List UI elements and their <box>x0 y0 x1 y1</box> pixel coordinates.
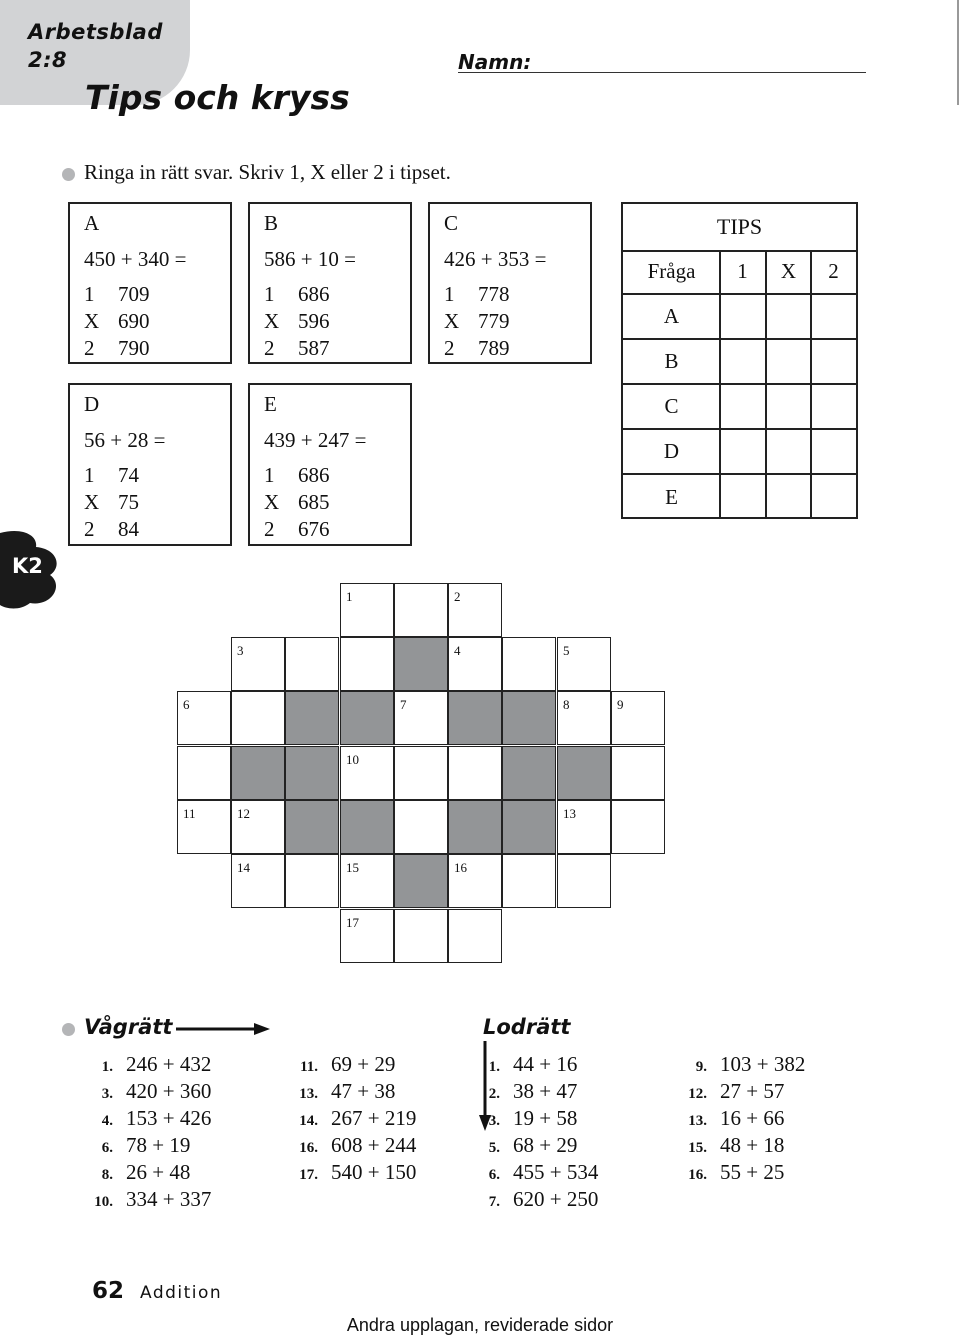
clue-text: 26 + 48 <box>126 1160 191 1184</box>
clue-text: 540 + 150 <box>331 1160 417 1184</box>
crossword-cell-blocked <box>502 800 556 854</box>
option-key-1: 1 <box>264 463 275 487</box>
tips-row-label: D <box>663 439 680 463</box>
crossword-cell-blocked <box>285 800 339 854</box>
crossword-cell-blocked <box>502 691 556 745</box>
crossword-number: 11 <box>183 806 196 821</box>
clue-number: 1. <box>101 1059 113 1075</box>
clue-text: 27 + 57 <box>720 1079 785 1103</box>
crossword-cell-blocked <box>340 800 394 854</box>
clue-across <box>85 1078 211 1108</box>
clue-down <box>472 1159 598 1189</box>
crossword-number: 12 <box>237 806 250 821</box>
clue-down <box>679 1078 784 1108</box>
option-key-2: 2 <box>84 336 95 360</box>
crossword-cell-blocked <box>285 691 339 745</box>
crossword-cell-blocked <box>340 691 394 745</box>
crossword-number: 15 <box>346 860 359 875</box>
clue-number: 7. <box>488 1194 500 1210</box>
option-key-2: 2 <box>84 517 95 541</box>
question-expression: 450 + 340 = <box>84 247 187 271</box>
clue-text: 44 + 16 <box>513 1052 578 1076</box>
option-1[interactable]: 74 <box>118 463 139 487</box>
crossword-cell-blocked <box>448 800 502 854</box>
crossword-number: 10 <box>346 752 359 767</box>
option-key-2: 2 <box>264 336 275 360</box>
crossword-cell[interactable] <box>394 909 448 963</box>
option-2[interactable]: 587 <box>298 336 330 360</box>
clue-text: 47 + 38 <box>331 1079 396 1103</box>
question-letter: C <box>444 211 459 235</box>
option-key-1: 1 <box>444 282 455 306</box>
clue-text: 246 + 432 <box>126 1052 212 1076</box>
option-key-x: X <box>444 309 460 333</box>
instruction-text: Ringa in rätt svar. Skriv 1, X eller 2 i tipset. <box>84 160 451 184</box>
clue-number: 12. <box>688 1086 707 1102</box>
clue-text: 55 + 25 <box>720 1160 785 1184</box>
crossword-cell[interactable] <box>448 909 502 963</box>
crossword-cell[interactable] <box>611 746 665 800</box>
clue-number: 9. <box>695 1059 707 1075</box>
crossword-cell[interactable] <box>502 854 556 908</box>
clue-number: 15. <box>688 1140 707 1156</box>
clue-text: 267 + 219 <box>331 1106 417 1130</box>
clue-text: 69 + 29 <box>331 1052 396 1076</box>
arrow-right-icon <box>176 1021 270 1037</box>
crossword-number: 4 <box>454 643 461 658</box>
crossword-cell-blocked <box>502 746 556 800</box>
clue-text: 48 + 18 <box>720 1133 785 1157</box>
crossword-cell[interactable] <box>502 637 556 691</box>
crossword-number: 3 <box>237 643 244 658</box>
clue-text: 455 + 534 <box>513 1160 599 1184</box>
clue-across <box>85 1159 190 1189</box>
clue-number: 6. <box>488 1167 500 1183</box>
crossword-number: 6 <box>183 697 190 712</box>
clue-down <box>472 1186 598 1216</box>
question-expression: 586 + 10 = <box>264 247 356 271</box>
option-key-x: X <box>84 309 100 333</box>
section-name: Addition <box>140 1283 223 1303</box>
clue-across <box>290 1132 416 1162</box>
tips-col-x: X <box>780 259 797 283</box>
crossword-number: 1 <box>346 589 353 604</box>
question-letter: B <box>264 211 279 235</box>
option-x[interactable]: 779 <box>478 309 510 333</box>
clue-number: 1. <box>488 1059 500 1075</box>
clue-number: 16. <box>688 1167 707 1183</box>
clue-text: 153 + 426 <box>126 1106 212 1130</box>
question-letter: A <box>84 211 100 235</box>
option-key-1: 1 <box>84 463 95 487</box>
clue-number: 6. <box>101 1140 113 1156</box>
clue-text: 103 + 382 <box>720 1052 806 1076</box>
tips-row-label: E <box>665 485 678 509</box>
clue-text: 608 + 244 <box>331 1133 417 1157</box>
clue-across <box>290 1078 395 1108</box>
tips-col-2: 2 <box>828 259 839 283</box>
clue-number: 5. <box>488 1140 500 1156</box>
crossword-number: 8 <box>563 697 570 712</box>
clue-down <box>679 1159 784 1189</box>
clue-number: 3. <box>488 1113 500 1129</box>
question-expression: 56 + 28 = <box>84 428 166 452</box>
crossword-number: 13 <box>563 806 576 821</box>
option-1[interactable]: 686 <box>298 282 330 306</box>
clue-down <box>472 1051 577 1081</box>
tips-title: TIPS <box>623 204 856 252</box>
option-key-x: X <box>264 490 280 514</box>
option-1[interactable]: 709 <box>118 282 150 306</box>
tips-col-question: Fråga <box>647 259 696 283</box>
clue-down <box>472 1132 577 1162</box>
clue-number: 13. <box>688 1113 707 1129</box>
worksheet-number: 2:8 <box>28 48 68 72</box>
clue-text: 620 + 250 <box>513 1187 599 1211</box>
crossword-cell[interactable] <box>394 800 448 854</box>
crossword-cell[interactable] <box>285 637 339 691</box>
clue-across <box>85 1105 211 1135</box>
crossword-cell[interactable] <box>394 583 448 637</box>
option-key-x: X <box>84 490 100 514</box>
clue-number: 2. <box>488 1086 500 1102</box>
option-key-1: 1 <box>264 282 275 306</box>
clue-down <box>679 1105 784 1135</box>
option-2[interactable]: 790 <box>118 336 150 360</box>
clue-text: 78 + 19 <box>126 1133 191 1157</box>
crossword-number: 16 <box>454 860 467 875</box>
clue-number: 3. <box>101 1086 113 1102</box>
clue-down <box>472 1105 577 1135</box>
clue-number: 11. <box>300 1059 318 1075</box>
down-title: Lodrätt <box>483 1015 571 1039</box>
question-expression: 426 + 353 = <box>444 247 547 271</box>
crossword-number: 17 <box>346 915 359 930</box>
option-key-x: X <box>264 309 280 333</box>
clue-across <box>85 1051 211 1081</box>
page-number: 62 <box>92 1278 125 1304</box>
crossword-cell[interactable] <box>177 746 231 800</box>
option-x[interactable]: 690 <box>118 309 150 333</box>
option-2[interactable]: 84 <box>118 517 139 541</box>
crossword-cell[interactable] <box>340 637 394 691</box>
crossword-cell-blocked <box>448 691 502 745</box>
tips-col-1: 1 <box>737 259 748 283</box>
clue-across <box>290 1051 395 1081</box>
option-2[interactable]: 676 <box>298 517 330 541</box>
clue-number: 13. <box>299 1086 318 1102</box>
crossword-cell-blocked <box>557 746 611 800</box>
option-1[interactable]: 686 <box>298 463 330 487</box>
clue-text: 19 + 58 <box>513 1106 578 1130</box>
crossword-cell[interactable] <box>557 854 611 908</box>
clue-down <box>679 1132 784 1162</box>
name-label: Namn: <box>458 50 532 74</box>
clue-across <box>85 1186 211 1216</box>
option-2[interactable]: 789 <box>478 336 510 360</box>
clue-text: 334 + 337 <box>126 1187 212 1211</box>
across-title: Vågrätt <box>84 1015 173 1039</box>
bullet-icon <box>62 1023 75 1036</box>
crossword-number: 5 <box>563 643 570 658</box>
crossword-number: 14 <box>237 860 250 875</box>
clue-text: 38 + 47 <box>513 1079 578 1103</box>
question-letter: E <box>264 392 277 416</box>
crossword-cell[interactable] <box>448 746 502 800</box>
clue-number: 4. <box>101 1113 113 1129</box>
tips-row-label: A <box>663 304 680 328</box>
crossword-number: 9 <box>617 697 624 712</box>
option-key-2: 2 <box>264 517 275 541</box>
clue-down <box>472 1078 577 1108</box>
tips-row-label: C <box>664 394 679 418</box>
clue-across <box>290 1105 416 1135</box>
crossword-cell-blocked <box>231 746 285 800</box>
crossword-number: 7 <box>400 697 407 712</box>
clue-number: 10. <box>94 1194 113 1210</box>
clue-text: 420 + 360 <box>126 1079 212 1103</box>
crossword-cell-blocked <box>394 854 448 908</box>
question-expression: 439 + 247 = <box>264 428 367 452</box>
crossword-cell[interactable] <box>285 854 339 908</box>
clue-number: 8. <box>101 1167 113 1183</box>
tips-row-label: B <box>664 349 679 373</box>
crossword-cell[interactable] <box>231 691 285 745</box>
clue-number: 16. <box>299 1140 318 1156</box>
edition-note: Andra upplagan, reviderade sidor <box>346 1315 614 1335</box>
clue-number: 17. <box>299 1167 318 1183</box>
clue-down <box>679 1051 805 1081</box>
crossword-number: 2 <box>454 589 461 604</box>
crossword-cell[interactable] <box>611 800 665 854</box>
option-1[interactable]: 778 <box>478 282 510 306</box>
clue-number: 14. <box>299 1113 318 1129</box>
option-x[interactable]: 596 <box>298 309 330 333</box>
clue-text: 16 + 66 <box>720 1106 785 1130</box>
k2-badge-label: K2 <box>12 554 43 578</box>
question-letter: D <box>84 392 100 416</box>
crossword-cell-blocked <box>394 637 448 691</box>
crossword-cell-blocked <box>285 746 339 800</box>
option-key-1: 1 <box>84 282 95 306</box>
option-x[interactable]: 685 <box>298 490 330 514</box>
option-x[interactable]: 75 <box>118 490 139 514</box>
clue-across <box>290 1159 416 1189</box>
clue-across <box>85 1132 190 1162</box>
crossword-cell[interactable] <box>394 746 448 800</box>
clue-text: 68 + 29 <box>513 1133 578 1157</box>
option-key-2: 2 <box>444 336 455 360</box>
page-title: Tips och kryss <box>85 78 350 117</box>
worksheet-name: Arbetsblad <box>28 20 163 44</box>
